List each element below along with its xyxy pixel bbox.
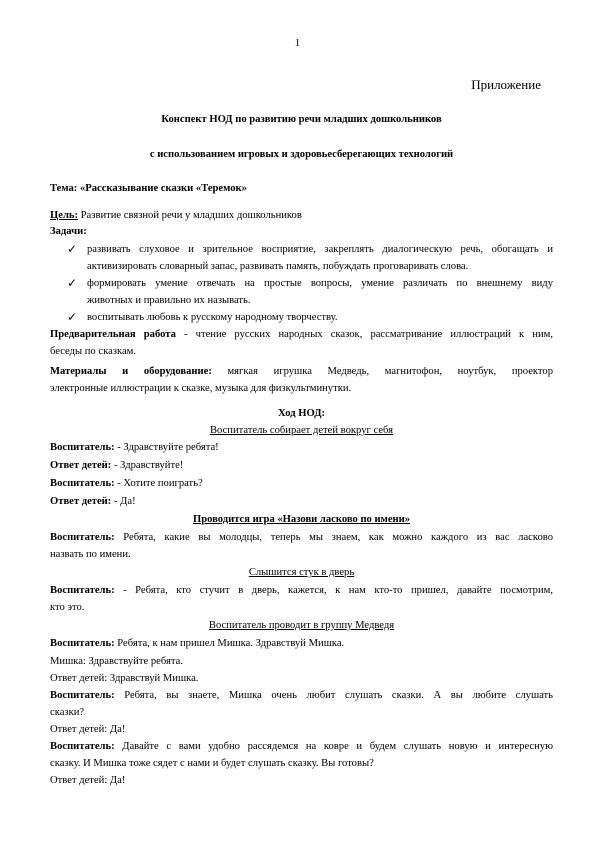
- dialog-text: Ребята, к нам пришел Мишка. Здравствуй Мишка.: [114, 638, 345, 649]
- dialog-11: [50, 724, 553, 735]
- dialog-text: Ребята, вы знаете, Мишка очень любит слушать сказки. А вы любите слушать: [114, 690, 553, 701]
- dialog-5-line-1: [50, 532, 553, 543]
- speaker-label: Воспитатель:: [50, 638, 115, 649]
- goal-line: [50, 210, 553, 221]
- speaker-label: Ответ детей:: [50, 724, 108, 735]
- dialog-text: - Здравствуйте!: [111, 460, 184, 471]
- page-number: 1: [294, 37, 301, 49]
- speaker-label: Ответ детей:: [50, 460, 112, 471]
- speaker-label: Ответ детей:: [50, 673, 108, 684]
- title-line-2: с использованием игровых и здоровьесберегающих технологий: [149, 149, 454, 160]
- dialog-text: Здравствуй Мишка.: [107, 673, 199, 684]
- prep-line-2: беседы по сказкам.: [50, 346, 136, 357]
- title-line-1: Конспект НОД по развитию речи младших дошкольников: [161, 114, 442, 125]
- dialog-10-line-1: [50, 690, 553, 701]
- materials-line-1: [50, 366, 553, 377]
- dialog-text: - Хотите поиграть?: [114, 478, 203, 489]
- stage-1-heading: Воспитатель собирает детей вокруг себя: [209, 425, 394, 436]
- speaker-label: Ответ детей:: [50, 496, 112, 507]
- checkmark-icon: ✓: [67, 276, 78, 290]
- task-2-line-1: формировать умение отвечать на простые вопросы, умение различать по внешнему виду: [87, 278, 553, 289]
- task-3-line-1: воспитывать любовь к русскому народному творчеству.: [87, 312, 338, 323]
- course-title: Ход НОД:: [277, 408, 326, 419]
- theme-value: «Рассказывание сказки «Теремок»: [77, 183, 247, 194]
- prep-label: Предварительная работа: [50, 329, 176, 340]
- materials-line-2: электронные иллюстрации к сказке, музыка для физкультминутки.: [50, 383, 352, 394]
- dialog-text: - Ребята, кто стучит в дверь, кажется, к нам кто-то пришел, давайте посмотрим,: [114, 585, 553, 596]
- dialog-8: [50, 656, 553, 667]
- dialog-12-line-2: сказку. И Мишка тоже сядет с нами и будет слушать сказку. Вы готовы?: [50, 758, 374, 769]
- dialog-2: [50, 460, 553, 471]
- tasks-label: Задачи:: [50, 226, 87, 237]
- theme-line: [50, 183, 553, 194]
- checkmark-icon: ✓: [67, 242, 78, 256]
- dialog-6-line-2: кто это.: [50, 602, 85, 613]
- dialog-13: [50, 775, 553, 786]
- dialog-text: Здравствуйте ребята.: [85, 656, 183, 667]
- dialog-9: [50, 673, 553, 684]
- materials-label: Материалы и оборудование:: [50, 366, 212, 377]
- prep-line-1: [50, 329, 553, 340]
- appendix-label: Приложение: [471, 77, 541, 92]
- speaker-label: Воспитатель:: [50, 478, 115, 489]
- speaker-label: Воспитатель:: [50, 585, 115, 596]
- materials-text-1: мягкая игрушка Медведь, магнитофон, ноутбук, проектор: [211, 366, 553, 377]
- dialog-10-line-2: сказки?: [50, 707, 85, 718]
- dialog-6-line-1: [50, 585, 553, 596]
- dialog-12-line-1: [50, 741, 553, 752]
- goal-label: Цель:: [50, 210, 79, 221]
- task-1-line-1: развивать слуховое и зрительное восприятие, закреплять диалогическую речь, обогащать и: [87, 244, 553, 255]
- stage-4-heading: Воспитатель проводит в группу Медведя: [208, 620, 395, 631]
- prep-text-1: - чтение русских народных сказок, рассматривание иллюстраций к ним,: [175, 329, 553, 340]
- dialog-text: Ребята, какие вы молодцы, теперь мы знаем, как можно каждого из вас ласково: [114, 532, 553, 543]
- stage-3-heading: Слышится стук в дверь: [248, 567, 355, 578]
- speaker-label: Мишка:: [50, 656, 86, 667]
- dialog-4: [50, 496, 553, 507]
- speaker-label: Воспитатель:: [50, 741, 115, 752]
- dialog-1: [50, 442, 553, 453]
- dialog-text: - Здравствуйте ребята!: [114, 442, 219, 453]
- dialog-5-line-2: назвать по имени.: [50, 549, 131, 560]
- speaker-label: Ответ детей:: [50, 775, 108, 786]
- theme-label: Тема:: [50, 183, 78, 194]
- dialog-text: Давайте с вами удобно рассядемся на ковре и будем слушать новую и интересную: [114, 741, 553, 752]
- checkmark-icon: ✓: [67, 310, 78, 324]
- task-1-line-2: активизировать словарный запас, развивать память, побуждать проговаривать слова.: [87, 261, 469, 272]
- goal-value: Развитие связной речи у младших дошкольников: [78, 210, 302, 221]
- dialog-3: [50, 478, 553, 489]
- dialog-text: - Да!: [111, 496, 136, 507]
- speaker-label: Воспитатель:: [50, 690, 115, 701]
- dialog-text: Да!: [107, 775, 126, 786]
- stage-2-heading: Проводится игра «Назови ласково по имени»: [192, 514, 411, 525]
- dialog-text: Да!: [107, 724, 126, 735]
- dialog-7: [50, 638, 553, 649]
- speaker-label: Воспитатель:: [50, 442, 115, 453]
- task-2-line-2: животных и правильно их называть.: [87, 295, 251, 306]
- speaker-label: Воспитатель:: [50, 532, 115, 543]
